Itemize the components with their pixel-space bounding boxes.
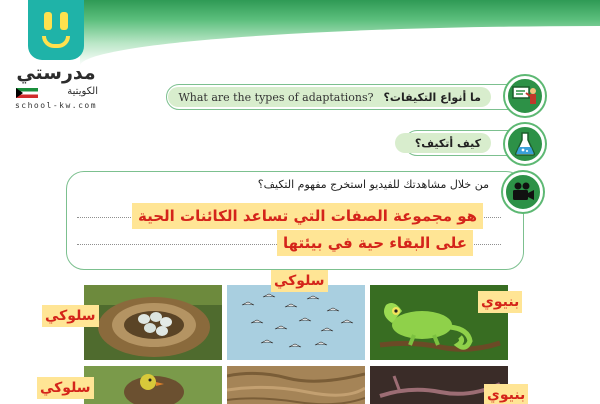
kuwait-flag-icon xyxy=(16,88,38,98)
logo-smile xyxy=(42,36,70,48)
answer-line-2: على البقاء حية في بيئتها xyxy=(277,230,473,256)
flask-icon xyxy=(505,124,545,164)
label-nest: سلوكي xyxy=(42,305,99,327)
question-arabic: كيف أتكيف؟ xyxy=(414,136,481,150)
school-logo[interactable] xyxy=(0,0,110,122)
teacher-board-icon xyxy=(505,76,545,116)
migrating-birds-photo xyxy=(227,285,365,360)
label-birds: سلوكي xyxy=(271,270,328,292)
logo-eye xyxy=(60,12,68,30)
question-text xyxy=(395,133,491,153)
question-arabic: ما أنواع التكيفات؟ xyxy=(383,90,481,104)
nest-eggs-photo xyxy=(84,285,222,360)
answer-line-1: هو مجموعة الصفات التي تساعد الكائنات الحية xyxy=(132,203,483,229)
logo-subtitle: الكويتية xyxy=(67,86,98,97)
label-bird-feeding: سلوكي xyxy=(37,377,94,399)
label-chameleon: بنيوي xyxy=(478,291,522,313)
label-bottom-right: بنيوي xyxy=(484,384,528,404)
logo-eye xyxy=(44,12,52,30)
camouflage-bark-photo xyxy=(227,366,365,404)
logo-face-icon xyxy=(28,0,84,60)
question-english: What are the types of adaptations? xyxy=(178,90,374,104)
video-camera-icon xyxy=(503,172,543,212)
logo-url: school-kw.com xyxy=(14,101,98,110)
video-prompt: من خلال مشاهدتك للفيديو استخرج مفهوم التكيف؟ xyxy=(257,178,489,191)
bird-feeding-chicks-photo xyxy=(84,366,222,404)
question-text xyxy=(168,87,491,107)
question-types-of-adaptations xyxy=(166,84,540,110)
logo-title: مدرستي xyxy=(16,62,96,84)
